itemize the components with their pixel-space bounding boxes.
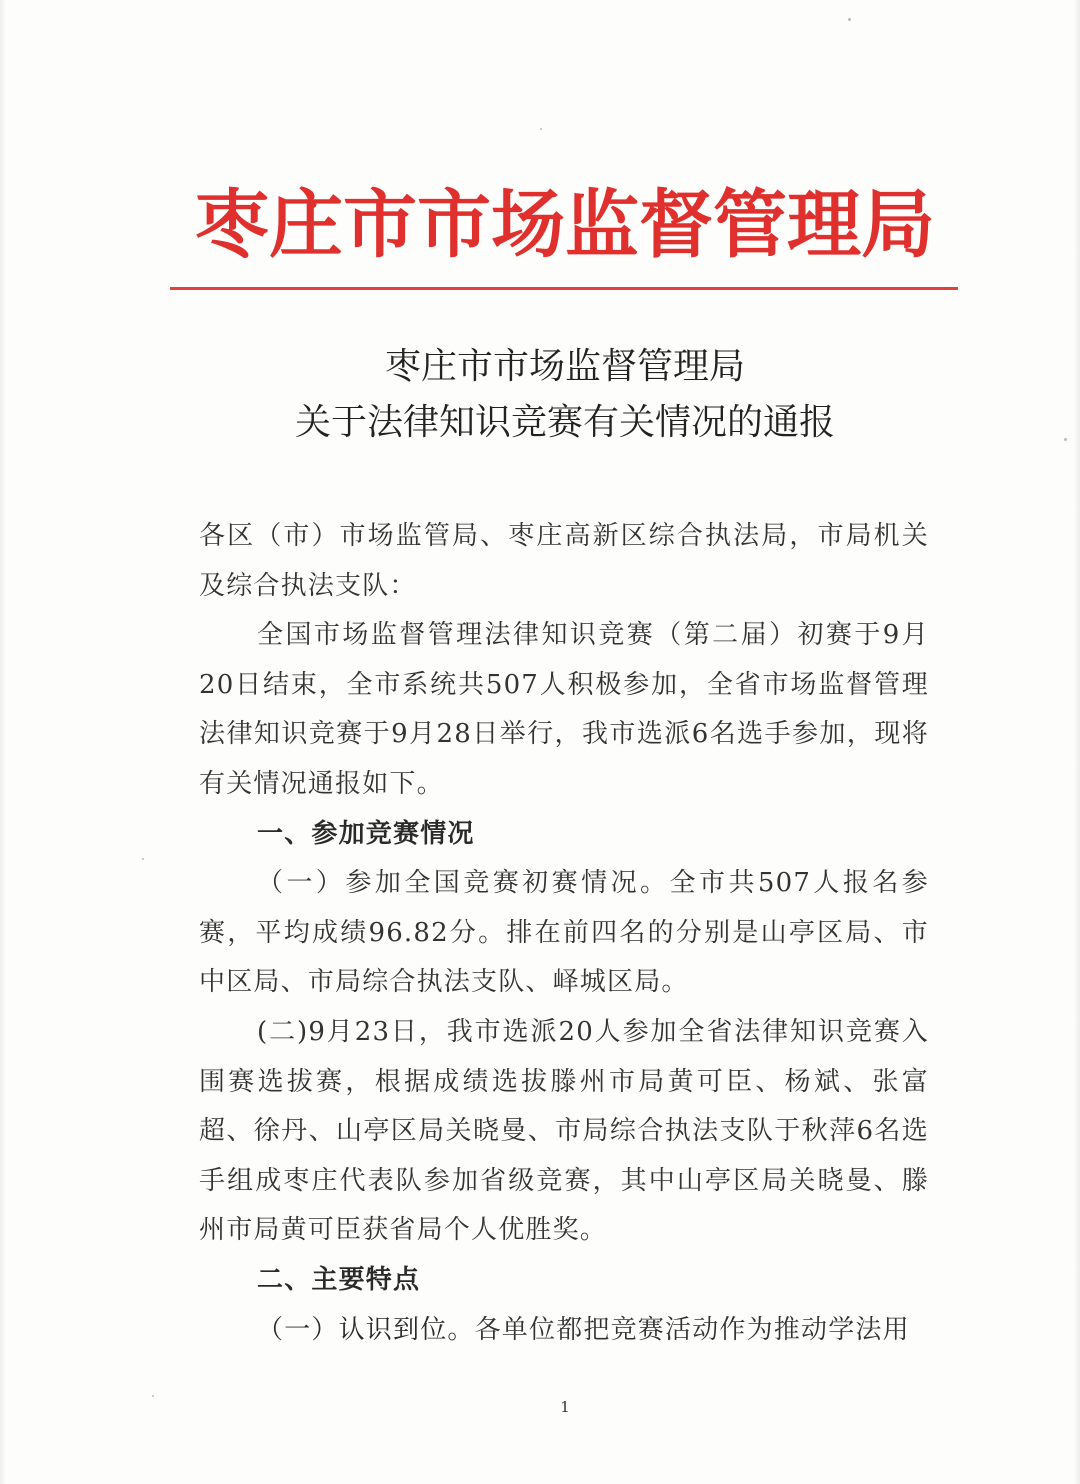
section-1-item-1: （一）参加全国竞赛初赛情况。全市共507人报名参赛，平均成绩96.82分。排在前四名的分别是山亭区局、市中区局、市局综合执法支队、峄城区局。 [199, 868, 929, 998]
letterhead-red-rule [170, 287, 958, 290]
page-number: 1 [560, 1398, 570, 1416]
document-title-line-2: 关于法律知识竞赛有关情况的通报 [294, 402, 835, 443]
intro-paragraph: 全国市场监督管理法律知识竞赛（第二届）初赛于9月20日结束，全市系统共507人积极参加，全省市场监督管理法律知识竞赛于9月28日举行，我市选派6名选手参加，现将有关情况通报如下。 [199, 620, 929, 799]
section-2-item-1-text: 各单位都把竞赛活动作为推动学法用 [474, 1314, 910, 1345]
letterhead-org-name: 枣庄市市场监督管理局 [195, 182, 935, 268]
section-2-heading: 二、主要特点 [257, 1264, 421, 1295]
scan-edge-right [1074, 0, 1080, 1484]
document-title-line-1: 枣庄市市场监督管理局 [384, 346, 745, 387]
scan-edge-left [0, 0, 6, 1484]
document-body [199, 512, 929, 1355]
section-2-item-1-lead: （一）认识到位。 [257, 1314, 475, 1345]
salutation: 各区（市）市场监管局、枣庄高新区综合执法局，市局机关及综合执法支队： [199, 521, 929, 601]
section-1-item-2: (二)9月23日，我市选派20人参加全省法律知识竞赛入围赛选拔赛，根据成绩选拔滕州市局黄可臣、杨斌、张富超、徐丹、山亭区局关晓曼、市局综合执法支队于秋萍6名选手组成枣庄代表队参加省级竞赛，其中山亭区局关晓曼、滕州市局黄可臣获省局个人优胜奖。 [199, 1016, 929, 1246]
scan-speck [540, 128, 542, 130]
scan-speck [142, 858, 144, 860]
scan-speck [1064, 438, 1067, 441]
scan-speck [848, 18, 851, 21]
section-2-item-1 [199, 1306, 929, 1356]
scan-speck [152, 1395, 154, 1397]
section-1-heading: 一、参加竞赛情况 [257, 818, 475, 849]
